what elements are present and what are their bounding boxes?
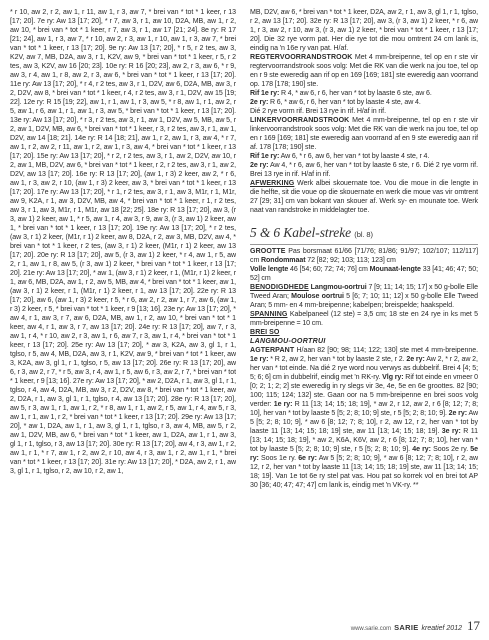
langmou-subheading: LANGMOU-OORTRUI bbox=[250, 338, 326, 345]
rif-2e-ry-text: R 6, * aw 6, r 6, her van * tot by laaste 4 ste, aw 4. bbox=[270, 99, 421, 106]
pat-6e-label: 6e ry: bbox=[298, 455, 317, 462]
grootte-label: GROOTTE bbox=[250, 248, 286, 255]
section-title-text: Kabel-streke bbox=[283, 225, 352, 240]
benod-moulose-text: 5 [6; 7; 10; 11; 12] x 50 g-bolle Elle Tweed Aran; 5 mm- en 4 mm-breipenne; kabelpen; breispelde; haakspeld. bbox=[250, 293, 478, 309]
footer-url: www.sarie.com bbox=[350, 626, 392, 632]
pat-6e-text: Aw 5 [5; 2; 8; 10; 9], * aw 6 [8; 12; 7; 8; 10], r 2, aw 12, r 2, her van * tot by laaste 11 [13; 14; 15; 18; 19] ste, aw 11 [13; 14; 15; 18; 19]. Van 1e tot 6e ry stel pat vas. Hou pat so korrek vol en brei tot AP 30 [36; 40; 47; 47; 47] cm lank is, eindig met 'n VK-ry. ** bbox=[250, 455, 478, 489]
regtervoorrand-label: REGTERVOORRANDSTROOK bbox=[250, 54, 353, 61]
afwerking-text: Werk albei skouernate toe. Vou die moue in die lengte in die helfte, sit die voue op die skouernate en werk die moue vas vir omtrent 27 [29; 31] cm van bokant van skouer af. Werk sy- en mounate toe. Werk naat van randstroke in middelagter toe. bbox=[250, 180, 478, 214]
rif-1e-ry-text: R 4, * aw 6, r 6, her van * tot by laaste 6 ste, aw 6. bbox=[280, 90, 432, 97]
spanning-paragraph bbox=[250, 310, 478, 328]
linkervoorrand-text: Met 4 mm-breipenne, tel op en r ste vir linkervoorrandstrook soos volg: Met die RK van die werk na jou toe, tel op en r 169 [169; 181] ste eweredig aan voorrand af en 9 ste eweredig aan rif af. 178 [178; 190] ste. bbox=[250, 117, 478, 151]
agterpant-paragraph bbox=[250, 346, 478, 490]
grootte-text: Pas borsmaat 61/66 [71/76; 81/86; 91/97; 102/107; 112/117] cm bbox=[250, 248, 478, 264]
pat-3e-label: 3e ry: bbox=[441, 428, 461, 435]
pat-4e-text: Soos 2e ry. bbox=[433, 446, 469, 453]
rif-b-2e-ry bbox=[250, 161, 478, 179]
section-divider bbox=[250, 244, 478, 245]
rif-2e-ry-label: 2e ry: bbox=[250, 99, 269, 106]
section-ref: (bl. 8) bbox=[354, 230, 373, 239]
benod-langmou: Langmou-oortrui bbox=[310, 284, 367, 291]
left-column bbox=[10, 8, 236, 612]
right-column bbox=[250, 8, 478, 612]
rif-b-1e-ry bbox=[250, 152, 478, 161]
rondom-label: Rondommaat bbox=[261, 257, 306, 264]
spanning-label: SPANNING bbox=[250, 311, 288, 318]
page-number: 17 bbox=[467, 618, 480, 633]
rif-2e-ry bbox=[250, 98, 478, 107]
pat-4e-label: 4e ry: bbox=[412, 446, 431, 453]
mounaat-text: 33 [41; 46; 47; 50; 52] cm bbox=[250, 266, 478, 282]
pat-1e-text: R 11 [13; 14; 15; 18; 19], * aw 2, r 12, aw 2, r 6 [8; 12; 7; 8; 10], her van * tot by laaste 5 [5; 2; 8; 10; 9] ste, r 5 [5; 2; 8; 10; 9]. bbox=[250, 401, 478, 417]
pat-3e-text: R 11 [13; 14; 15; 18; 19], * aw 2, K6A, K6V, aw 2, r 6 [8; 12; 7; 8; 10], her van * tot by laaste 5 [5; 2; 8; 10; 9] ste, r 5 [5; 2; 8; 10; 9]. bbox=[250, 428, 478, 453]
spanning-text: Kabelpaneel (12 ste) = 3,5 cm; 18 ste en 24 rye in ks met 5 mm-breipenne = 10 cm. bbox=[250, 311, 478, 327]
brei-so-heading bbox=[250, 328, 478, 337]
benod-moulose: Moulose oortrui bbox=[291, 293, 344, 300]
regtervoorrand-paragraph bbox=[250, 53, 478, 89]
rif-b-2e-ry-label: 2e ry: bbox=[250, 162, 269, 169]
footer-issue: kreatief 2012 bbox=[421, 625, 462, 632]
afwerking-label: AFWERKING bbox=[250, 180, 295, 187]
pat-5e-text: Soos 1e ry. bbox=[261, 455, 297, 462]
pattern-rows-text: * r 10, aw 2, r 2, aw 1, r 11, aw 1, r 3, aw 7, * brei van * tot * 1 keer, r 13 [17; 20]. 7e ry: Aw 13 [17; 20], * r 7, aw 3, r 1, aw 10, D2A, MB, aw 1, r 2, aw 10, * brei van * tot * 1 keer, r 7, aw 3, r 1, aw 17 [21; 24]. 8e ry: R 17 [21; 24], aw 1, r 3, aw 7, * r 10, aw 2, r 3, aw 1, r 10, aw 1, r 3, aw 7, * brei van * tot * 1 keer, r 13 [17; 20]. 9e ry: Aw 13 [17; 20], * r 5, r 2 tes, aw 3, K2V, aw 7, MB, D2A, aw 3, r 1, K2V, aw 9, * brei van * tot * 1 keer, r 5, r 2 tes, aw 3, K2V, aw 16 [20; 23]. 10e ry: R 16 [20; 23], aw 2, r 3, aw 6, * r 9, aw 3, r 4, aw 1, r 8, aw 2, r 3, aw 6, * brei van * tot * 1 keer, r 13 [17; 20]. 11e ry: Aw 13 [17; 20], * r 4, r 2 tes, aw 3, r 1, D2V, aw 6, D2A, MB, aw 3, r 2, D2V, aw 8, * brei van * tot * 1 keer, r 4, r 2 tes, aw 3, r 1, D2V, aw 15 [19; 22]. 12e ry: R 15 [19; 22], aw 1, r 1, aw 1, r 3, aw 5, * r 8, aw 1, r 1, aw 2, r 5, aw 1, r 6, aw 1, r 1, aw 1, r 3, aw 5, * brei van * tot * 1 keer, r 13 [17; 20]. 13e ry: Aw 13 [17; 20], * r 3, r 2 tes, aw 3, r 1, aw 1, D2V, aw 5, MB, aw 5, r 2, aw 1, D2V, MB, aw 6, * brei van * tot * 1 keer, r 3, r 2 tes, aw 3, r 1, aw 1, D2V, aw 14 [18; 21]. 14e ry: R 14 [18; 21], aw 1, r 2, aw 1, r 3, aw 4, * r 7, aw 1, r 2, aw 2, r 11, aw 1, r 2, aw 1, r 3, aw 4, * brei van * tot * 1 keer, r 13 [17; 20]. 15e ry: Aw 13 [17; 20], * r 2, r 2 tes, aw 3, r 1, aw 2, D2V, aw 10, r 2, aw 1, MB, D2V, aw 6, * brei van * tot * 1 keer, r 2, r 2 tes, aw 3, r 1, aw 2, D2V, aw 13 [17; 20]. 16e ry: R 13 [17; 20], (aw 1, r 3) 2 keer, aw 2, * r 6, aw 1, r 3, aw 2, r 10, (aw 1, r 3) 2 keer, aw 3, * brei van * tot * 1 keer, r 13 [17; 20]. 17e ry: Aw 13 [17; 20], * r 1, r 2 tes, aw 3, r 1, aw 3, M1r, r 1, M1r, aw 9, K2A, r 1, aw 3, D2V, MB, aw 4, * brei van * tot * 1 keer, r 1, r 2 tes, aw 3, r 1, aw 3, M1r, r 1, M1r, aw 18 [22; 25]. 18e ry: R 13 [17; 20], aw 3, (r 3, aw 1) 2 keer, aw 1, * r 5, aw 1, r 4, aw 3, r 9, aw 3, (r 3, aw 1) 2 keer, aw 1, * brei van * tot * 1 keer, r 13 [17; 20]. 19e ry: Aw 13 [17; 20], * r 2 tes, (aw 3, r 1) 2 keer, (M1r, r 1) 2 keer, aw 8, D2A, r 2, aw 3, MB, D2V, aw 4, * brei van * tot * 1 keer, r 2 tes, (aw 3, r 1) 2 keer, (M1r, r 1) 2 keer, aw 13 [17; 20]. 20e ry: R 13 [17; 20], aw 5, (r 3, aw 1) 2 keer, * r 4, aw 1, r 5, aw 2, r 1, aw 1, r 8, aw 5, (r 3, aw 1) 2 keer, * brei van * tot * 1 keer, r 13 [17; 20]. 21e ry: Aw 13 [17; 20], * aw 1, (aw 3, r 1) 2 keer, r 1, (M1r, r 1) 2 keer, r 1, aw 6, MB, D2A, aw 1, r 2, aw 5, MB, aw 4, * brei van * tot * 1 keer, aw 1, (aw 3, r 1) 2 keer, r 1, (M1r, r 1) 2 keer, r 1, aw 13 [17; 20]. 22e ry: R 13 [17; 20], aw 6, (aw 1, r 3) 2 keer, r 5, * r 6, aw 2, r 2, aw 1, r 7, aw 6, (aw 1, r 3) 2 keer, r 5, * brei van * tot * 1 keer, r 9 [13; 16]. 23e ry: Aw 13 [17; 20], * aw 4, r 1, aw 3, r 7, aw 6, D2A, MB, aw 1, r 2, aw 10, * brei van * tot * 1 keer, aw 4, r 1, aw 3, r 7, aw 13 [17; 20]. 24e ry: R 13 [17; 20], aw 7, r 3, aw 1, r 4, * r 10, aw 2, r 3, aw 1, r 6, aw 7, r 3, aw 1, r 4, * brei van * tot * 1 keer, r 13 [17; 20]. 25e ry: Aw 13 [17; 20], * aw 3, K2A, aw 3, gl 1, r 1, tglso, r 5, aw 4, MB, D2A, aw 3, r 1, K2V, aw 9, * brei van * tot * 1 keer, aw 3, K2A, aw 3, gl 1, r 1, tglso, r 5, aw 13 [17; 20]. 26e ry: R 13 [17; 20], aw 6, r 3, aw 2, r 7, * r 5, aw 3, r 4, aw 1, r 5, aw 6, r 3, aw 2, r 7, * brei van * tot * 1 keer, r 9 [13; 16]. 27e ry: Aw 13 [17; 20], * aw 2, D2A, r 1, aw 3, gl 1, r 1, tglso, r 4, aw 4, D2A, MB, aw 3, r 2, D2V, aw 8, * brei van * tot * 1 keer, aw 2, D2A, r 1, aw 3, gl 1, r 1, tglso, r 4, aw 13 [17; 20]. 28e ry: R 13 [17; 20], aw 5, r 3, aw 1, r 1, aw 1, r 2, * r 8, aw 1, r 1, aw 2, r 5, aw 1, r 4, aw 5, r 3, aw 1, r 1, aw 1, r 2, * brei van * tot * 1 keer, r 13 [17; 20]. 29e ry: Aw 13 [17; 20], * aw 1, D2A, aw 1, r 1, aw 3, gl 1, r 1, tglso, r 3, aw 4, MB, aw 5, r 2, aw 1, D2V, MB, aw 6, * brei van * tot * 1 keer, aw 1, D2A, aw 1, r 1, aw 3, gl 1, r 1, tglso, r 3, aw 13 [17; 20]. 30e ry: R 13 [17; 20], aw 4, r 3, aw 1, r 2, aw 1, r 1, * r 7, aw 1, r 2, aw 2, r 10, aw 4, r 3, aw 1, r 2, aw 1, r 1, * brei van * tot * 1 keer, r 13 [17; 20]. 31e ry: Aw 13 [17; 20], * D2A, aw 2, r 1, aw 3, gl 1, r 1, tglso, r 2, aw 10, r 2, aw 1, bbox=[10, 9, 236, 475]
rif-b-1e-ry-label: Rif 1e ry: bbox=[250, 153, 280, 160]
pat-2e-text: Aw 5 [5; 2; 8; 10; 9], * aw 6 [8; 12; 7; 8; 10], r 2, aw 12, r 2, her van * tot by laaste 11 [13; 14; 15; 18; 19] ste, aw 11 [13; 14; 15; 18; 19]. bbox=[250, 410, 478, 435]
pat-5e-label: 5e ry: bbox=[250, 446, 478, 462]
grootte-line bbox=[250, 247, 478, 265]
pat-2e-label: 2e ry: bbox=[448, 410, 468, 417]
agter-2e-text: Aw 2, * r 2, aw 2, her van * tot einde. Na dié 2 rye word nou verwys as dubbelrif. Brei 4 [4; 5; 5; 6; 6] cm in dubbelrif, eindig met 'n RK-ry. bbox=[250, 356, 478, 381]
section-number: 5 & 6 bbox=[250, 225, 281, 240]
footer-brand: SARIE bbox=[394, 623, 419, 632]
agter-1e-text: * R 2, aw 2, her van * tot by laaste 2 ste, r 2. bbox=[270, 356, 405, 363]
regtervoorrand-text: Met 4 mm-breipenne, tel op en r ste vir regtervoorrandstrook soos volg: Met die RK van die werk na jou toe, tel op en r 9 ste eweredig aan rif op en 169 [169; 181] ste eweredig aan voorrand op. 178 [178; 190] ste. bbox=[250, 54, 478, 88]
afwerking-paragraph bbox=[250, 179, 478, 215]
lengte-line bbox=[250, 265, 478, 283]
agterpant-text: H/aan 82 [90; 98; 114; 122; 130] ste met 4 mm-breipenne. bbox=[296, 347, 478, 354]
agterpant-label: AGTERPANT bbox=[250, 347, 295, 354]
sub-heading bbox=[250, 337, 478, 346]
linkervoorrand-paragraph bbox=[250, 116, 478, 152]
rif-1e-ry bbox=[250, 89, 478, 98]
section-title bbox=[250, 225, 478, 242]
rif-end: Dié 2 rye vorm rif. Brei 13 rye in rif. H/af in rif. bbox=[250, 108, 386, 115]
page-footer bbox=[320, 618, 480, 632]
benodigdhede-label: BENODIGDHEDE bbox=[250, 284, 309, 291]
rif-b-2e-ry-text: Aw 4, * r 6, aw 6, her van * tot by laaste 6 ste, r 6. Dié 2 rye vorm rif. Brei 13 rye in rif. H/af in rif. bbox=[250, 162, 478, 178]
rondom-text: 72 [82; 92; 103; 113; 123] cm bbox=[307, 257, 396, 264]
vlg-ry-text: Rif tot einde en vmeer 0 [0; 2; 1; 2; 2] ste eweredig in ry slegs vir 3e, 4e, 5e en 6e groottes. 82 [90; 100; 115; 124; 132] ste. Gaan oor na 5 mm-breipenne en brei soos volg verder: bbox=[250, 374, 478, 408]
rif-1e-ry-label: Rif 1e ry: bbox=[250, 90, 280, 97]
rif-b-1e-ry-text: Aw 6, * r 6, aw 6, her van * tot by laaste 4 ste, r 4. bbox=[280, 153, 430, 160]
pat-1e-label: 1e ry: bbox=[273, 401, 293, 408]
volle-label: Volle lengte bbox=[250, 266, 289, 273]
vlg-ry-label: Vlg ry: bbox=[382, 374, 404, 381]
pattern-continuation: MB, D2V, aw 6, * brei van * tot * 1 keer, D2A, aw 2, r 1, aw 3, gl 1, r 1, tglso, r 2, aw 13 [17; 20]. 32e ry: R 13 [17; 20], aw 3, (r 3, aw 1) 2 keer, * r 6, aw 1, r 3, aw 2, r 10, aw 3, (r 3, aw 1) 2 keer, * brei van * tot * 1 keer, r 13 [17; 20]. Die 32 rye vorm pat. Her die rye tot die mou omtrent 24 cm lank is, eindig na 'n 16e ry van pat. H/af. bbox=[250, 9, 478, 52]
benod-langmou-text: 7 [9; 11; 14; 15; 17] x 50 g-bolle Elle Tweed Aran; bbox=[250, 284, 478, 300]
volle-text: 46 [54; 60; 72; 74; 76] cm bbox=[290, 266, 368, 273]
mounaat-label: Mounaat-lengte bbox=[369, 266, 421, 273]
benodigdhede-paragraph bbox=[250, 283, 478, 310]
brei-so-label: BREI SO bbox=[250, 329, 280, 336]
agter-1e-label: 1e ry: bbox=[250, 356, 269, 363]
linkervoorrand-label: LINKERVOORRANDSTROOK bbox=[250, 117, 350, 124]
agter-2e-label: 2e ry: bbox=[406, 356, 425, 363]
